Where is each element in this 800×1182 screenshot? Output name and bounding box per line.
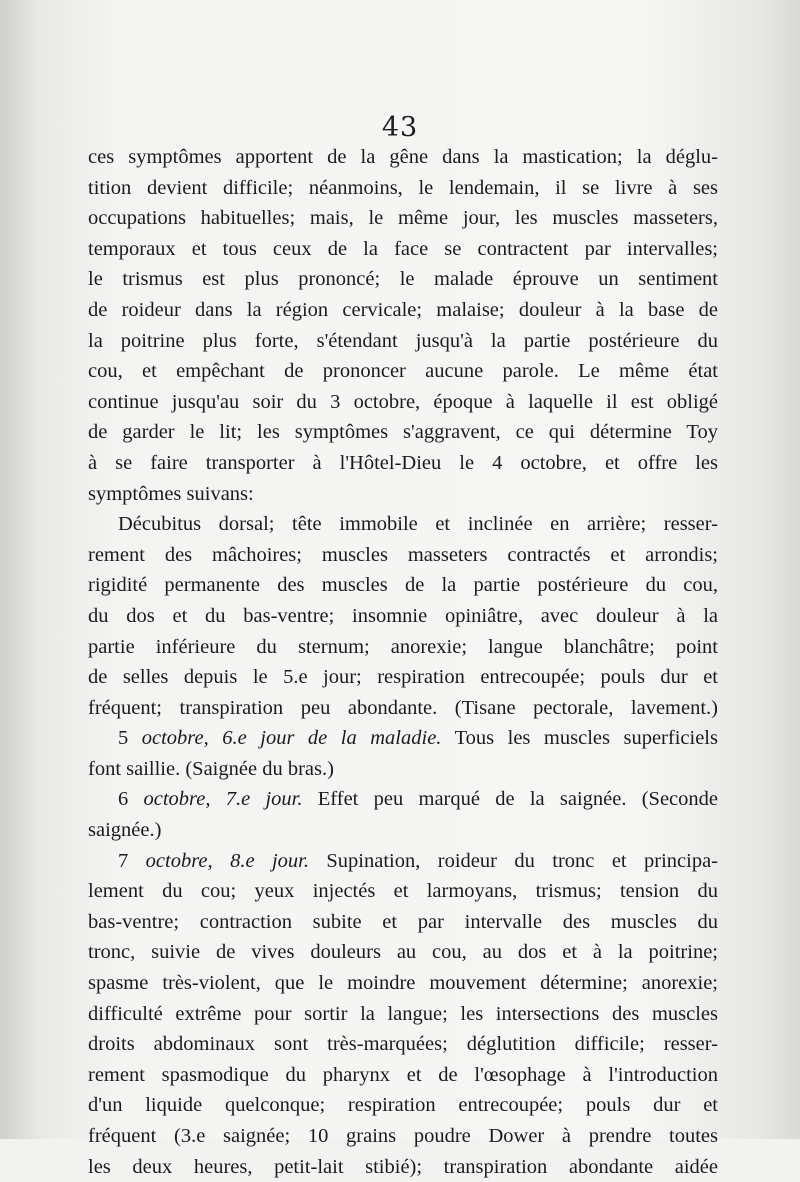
text-line: de garder le lit; les symptômes s'aggravent, ce qui détermine Toy — [88, 421, 718, 444]
text-line: cou, et empêchant de prononcer aucune parole. Le même état — [88, 360, 718, 383]
text-line: rement des mâchoires; muscles masseters contractés et arrondis; — [88, 543, 718, 566]
text-line: symptômes suivans: — [88, 482, 254, 505]
entry-text: Tous les muscles superficiels — [454, 727, 718, 750]
text-line: lement du cou; yeux injectés et larmoyans, trismus; tension du — [88, 880, 718, 903]
dated-entry-line — [88, 846, 718, 877]
text-line: droits abdominaux sont très-marquées; déglutition difficile; resser- — [88, 1033, 718, 1056]
text-line: difficulté extrême pour sortir la langue; les intersections des muscles — [88, 1002, 718, 1025]
entry-day: 5 — [118, 727, 129, 750]
text-line: saignée.) — [88, 819, 162, 842]
text-line: Décubitus dorsal; tête immobile et inclinée en arrière; resser- — [118, 513, 718, 536]
text-line: rement spasmodique du pharynx et de l'œsophage à l'introduction — [88, 1063, 718, 1086]
entry-day: 6 — [118, 788, 129, 811]
text-line: du dos et du bas-ventre; insomnie opiniâtre, avec douleur à la — [88, 604, 718, 627]
entry-date: octobre, 7.e jour. — [143, 788, 303, 811]
text-line: tition devient difficile; néanmoins, le lendemain, il se livre à ses — [88, 176, 718, 199]
text-line: continue jusqu'au soir du 3 octobre, époque à laquelle il est obligé — [88, 390, 718, 413]
dated-entry-line — [88, 784, 718, 815]
text-line: de selles depuis le 5.e jour; respiration entrecoupée; pouls dur et — [88, 666, 718, 689]
text-line: fréquent; transpiration peu abondante. (Tisane pectorale, lavement.) — [88, 696, 718, 719]
text-line: partie inférieure du sternum; anorexie; langue blanchâtre; point — [88, 635, 718, 658]
entry-date: octobre, 6.e jour de la maladie. — [141, 727, 442, 750]
text-line: de roideur dans la région cervicale; malaise; douleur à la base de — [88, 298, 718, 321]
body-text — [88, 142, 718, 1182]
text-line: rigidité permanente des muscles de la partie postérieure du cou, — [88, 574, 718, 597]
text-line: les deux heures, petit-lait stibié); transpiration abondante aidée — [88, 1155, 718, 1178]
entry-day: 7 — [118, 849, 129, 872]
text-line: à se faire transporter à l'Hôtel-Dieu le 4 octobre, et offre les — [88, 451, 718, 474]
text-line: le trismus est plus prononcé; le malade éprouve un sentiment — [88, 268, 718, 291]
dated-entry-line — [88, 723, 718, 754]
entry-text: Effet peu marqué de la saignée. (Seconde — [317, 788, 718, 811]
text-line: ces symptômes apportent de la gêne dans la mastication; la déglu- — [88, 146, 718, 168]
entry-date: octobre, 8.e jour. — [145, 849, 309, 872]
text-line: spasme très-violent, que le moindre mouvement détermine; anorexie; — [88, 972, 718, 995]
text-line: temporaux et tous ceux de la face se contractent par intervalles; — [88, 237, 718, 260]
text-line: d'un liquide quelconque; respiration entrecoupée; pouls dur et — [88, 1094, 718, 1117]
text-line: la poitrine plus forte, s'étendant jusqu'à la partie postérieure du — [88, 329, 718, 352]
text-line: fréquent (3.e saignée; 10 grains poudre Dower à prendre toutes — [88, 1125, 718, 1147]
text-line: occupations habituelles; mais, le même jour, les muscles masseters, — [88, 207, 718, 230]
text-line: tronc, suivie de vives douleurs au cou, au dos et à la poitrine; — [88, 941, 718, 964]
page-number: 43 — [381, 112, 419, 143]
text-line: font saillie. (Saignée du bras.) — [88, 757, 334, 780]
entry-text: Supination, roideur du tronc et principa- — [326, 849, 719, 872]
text-line: bas-ventre; contraction subite et par intervalle des muscles du — [88, 910, 718, 933]
